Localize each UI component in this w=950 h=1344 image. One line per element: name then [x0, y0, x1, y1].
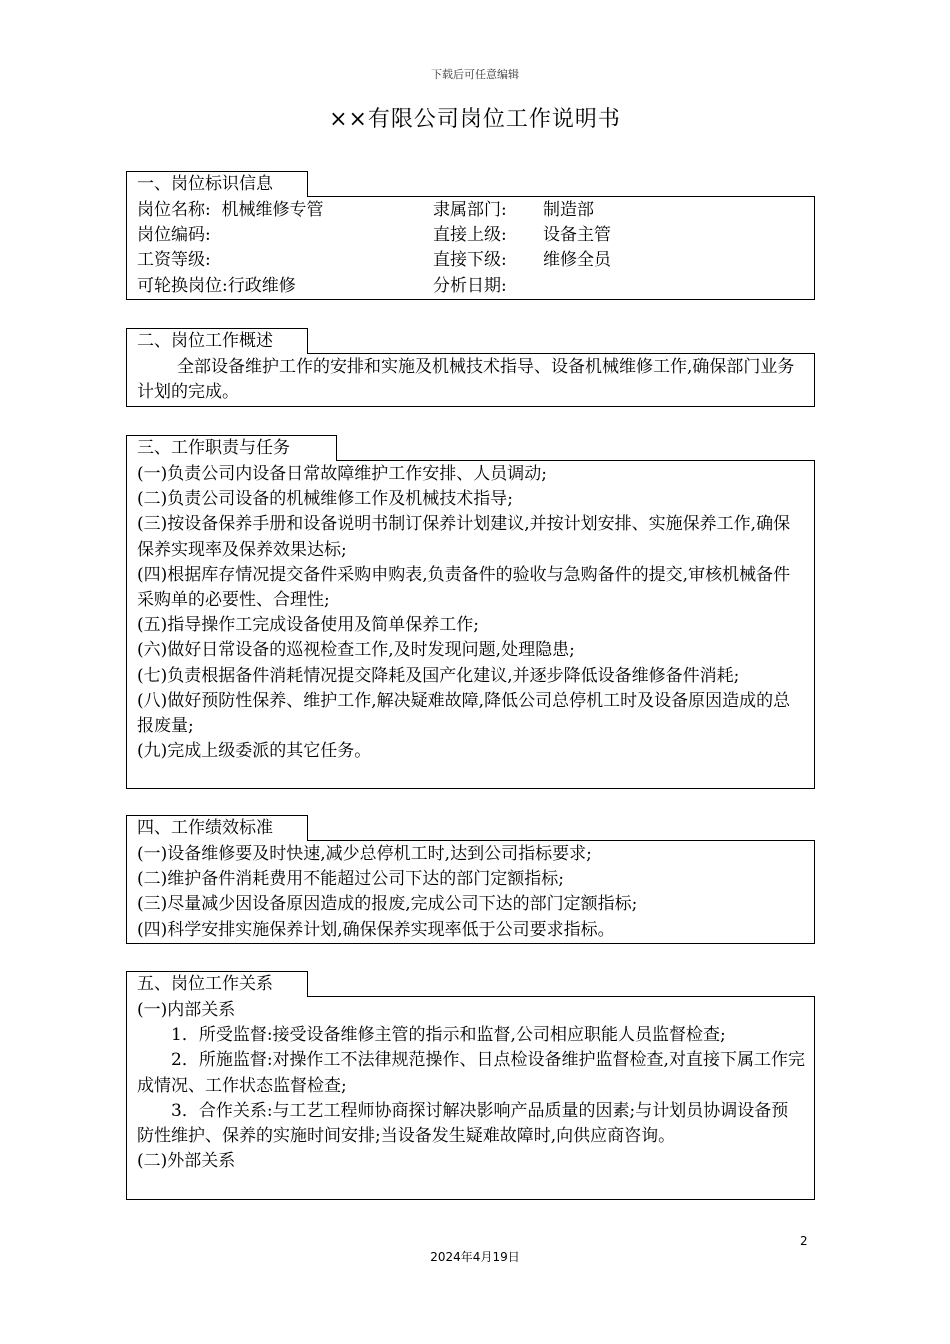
- footer-date: 2024年4月19日: [430, 1250, 520, 1264]
- section-heading: 三、工作职责与任务: [126, 435, 337, 461]
- section-body: [126, 840, 815, 944]
- section-relations: [126, 971, 815, 1200]
- field-label: 直接下级:: [433, 250, 507, 271]
- list-item: 2．所施监督:对操作工不法律规范操作、日点检设备维护监督检查,对直接下属工作完成情况、工作状态监督检查;: [137, 1050, 805, 1096]
- overview-text: 全部设备维护工作的安排和实施及机械技术指导、设备机械维修工作,确保部门业务计划的完成。: [137, 357, 795, 403]
- list-item: (二)负责公司设备的机械维修工作及机械技术指导;: [137, 489, 513, 510]
- info-row: [137, 248, 805, 273]
- section-heading: 一、岗位标识信息: [126, 171, 308, 197]
- section-heading: 四、工作绩效标准: [126, 815, 308, 841]
- list-item: (二)维护备件消耗费用不能超过公司下达的部门定额指标;: [137, 869, 564, 890]
- subsection-heading: (二)外部关系: [137, 1151, 236, 1172]
- field-label: 隶属部门:: [433, 200, 507, 220]
- list-item: (九)完成上级委派的其它任务。: [137, 741, 372, 762]
- field-value: 行政维修: [227, 275, 296, 296]
- document-title: ××有限公司岗位工作说明书: [329, 107, 621, 132]
- info-row: [137, 198, 805, 223]
- section-overview: [126, 328, 815, 407]
- section-body: [126, 460, 815, 789]
- section-performance: [126, 815, 815, 944]
- section-body: [126, 353, 815, 407]
- list-item: (三)按设备保养手册和设备说明书制订保养计划建议,并按计划安排、实施保养工作,确保保养实现率及保养效果达标;: [137, 514, 791, 560]
- field-value: 制造部: [543, 200, 594, 220]
- list-item: (八)做好预防性保养、维护工作,解决疑难故障,降低公司总停机工时及设备原因造成的总报废量;: [137, 690, 791, 737]
- field-label: 岗位编码:: [137, 225, 211, 246]
- subsection-heading: (一)内部关系: [137, 1000, 236, 1020]
- field-value: 维修全员: [543, 250, 611, 271]
- section-duties: [126, 435, 815, 789]
- list-item: (六)做好日常设备的巡视检查工作,及时发现问题,处理隐患;: [137, 640, 575, 661]
- field-label: 岗位名称:: [137, 200, 211, 220]
- field-value: 机械维修专管: [221, 200, 324, 220]
- section-body: [126, 996, 815, 1200]
- field-label: 工资等级:: [137, 250, 211, 271]
- field-value: 设备主管: [543, 225, 611, 246]
- list-item: 1．所受监督:接受设备维修主管的指示和监督,公司相应职能人员监督检查;: [171, 1025, 726, 1046]
- page-number: 2: [800, 1234, 808, 1248]
- info-row: [137, 223, 805, 248]
- list-item: (七)负责根据备件消耗情况提交降耗及国产化建议,并逐步降低设备维修备件消耗;: [137, 665, 740, 686]
- section-heading: 二、岗位工作概述: [126, 328, 308, 354]
- list-item: (四)根据库存情况提交备件采购申购表,负责备件的验收与急购备件的提交,审核机械备件采购单的必要性、合理性;: [137, 564, 791, 611]
- list-item: (一)负责公司内设备日常故障维护工作安排、人员调动;: [137, 464, 547, 484]
- list-item: (四)科学安排实施保养计划,确保保养实现率低于公司要求指标。: [137, 919, 615, 940]
- field-value: [543, 274, 805, 299]
- list-item: (五)指导操作工完成设备使用及简单保养工作;: [137, 615, 479, 636]
- field-label: 可轮换岗位:: [137, 275, 228, 296]
- list-item: (一)设备维修要及时快速,减少总停机工时,达到公司指标要求;: [137, 844, 592, 864]
- list-item: 3．合作关系:与工艺工程师协商探讨解决影响产品质量的因素;与计划员协调设备预防性维护、保养的实施时间安排;当设备发生疑难故障时,向供应商咨询。: [137, 1100, 789, 1147]
- section-body: [126, 196, 815, 300]
- info-row: [137, 274, 805, 299]
- field-label: 分析日期:: [433, 275, 507, 296]
- list-item: (三)尽量减少因设备原因造成的报废,完成公司下达的部门定额指标;: [137, 894, 638, 915]
- header-note: 下载后可任意编辑: [431, 68, 519, 81]
- field-label: 直接上级:: [433, 225, 507, 246]
- section-heading: 五、岗位工作关系: [126, 971, 308, 997]
- section-identification: [126, 171, 815, 300]
